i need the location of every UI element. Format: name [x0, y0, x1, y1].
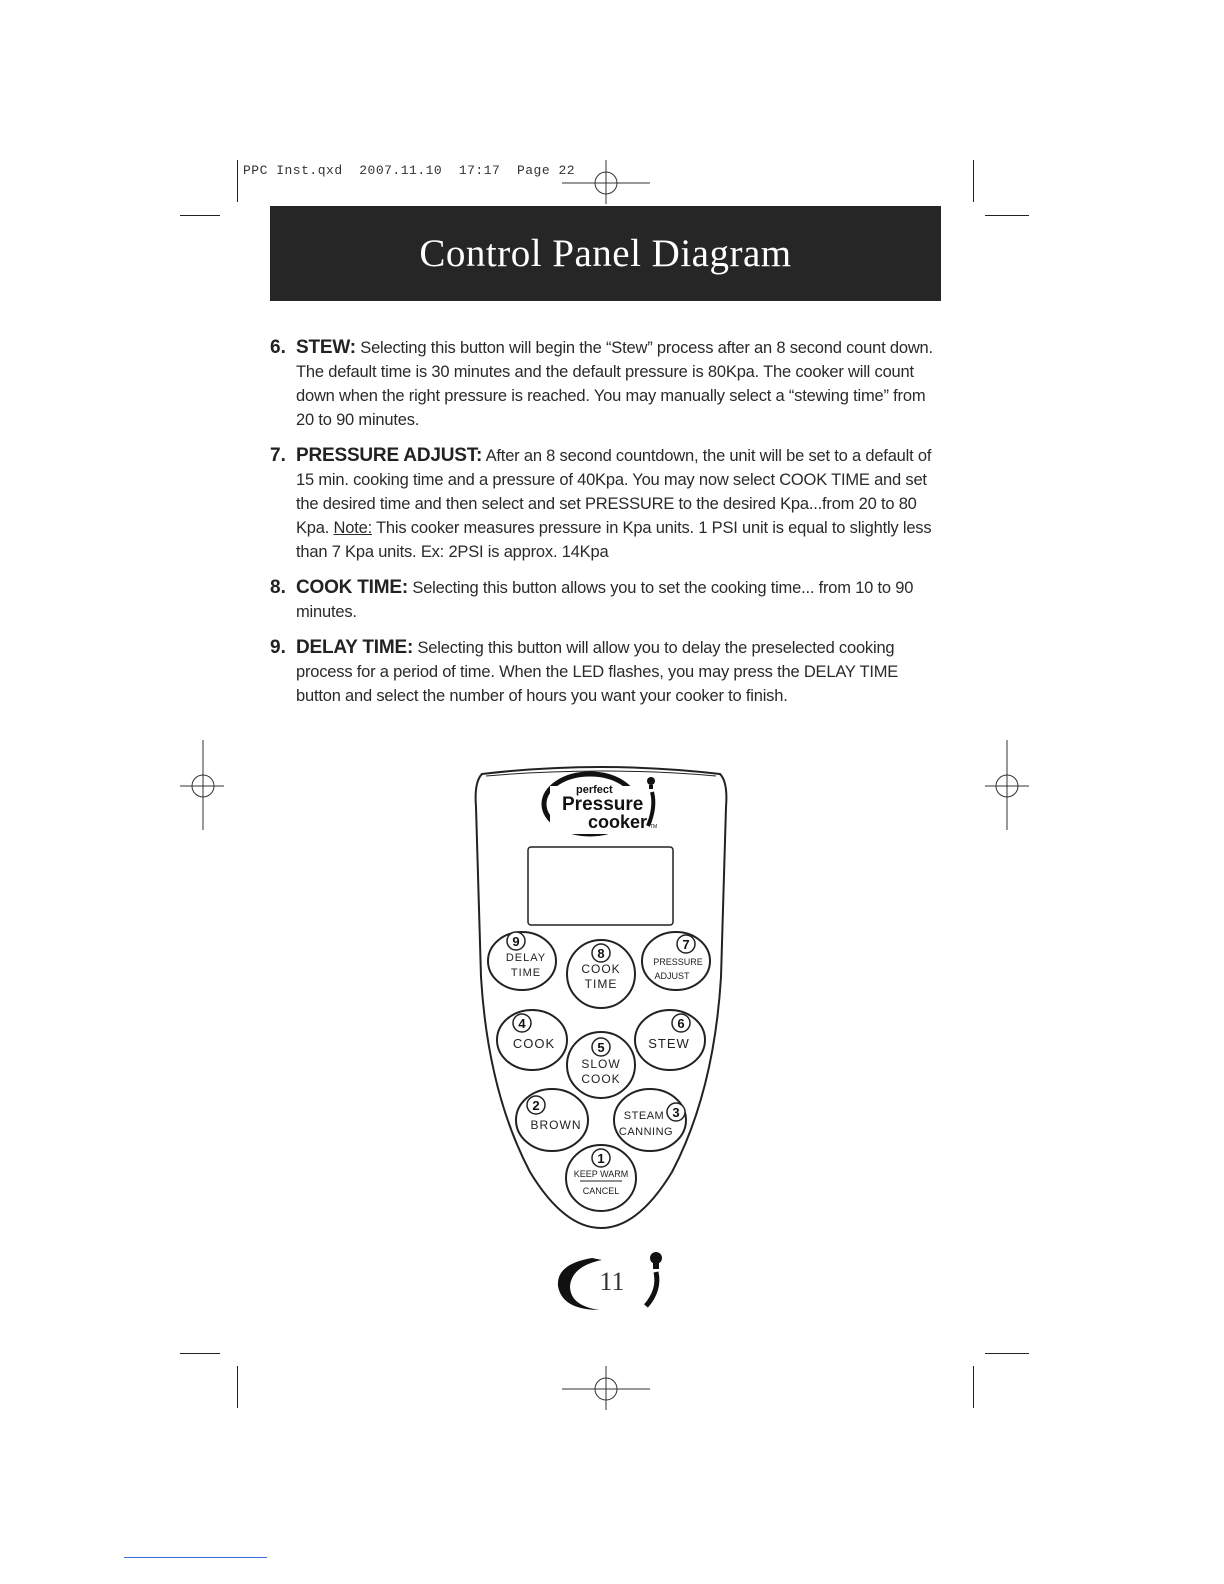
- button-number: 1: [597, 1151, 605, 1166]
- page-title: Control Panel Diagram: [419, 232, 792, 275]
- button-label: BROWN: [530, 1118, 582, 1132]
- item-term: COOK TIME:: [296, 577, 408, 598]
- button-number: 5: [597, 1040, 605, 1055]
- item-text: Selecting this button will allow you to delay the preselected cooking process for a period of time. When the LED flashes, you may press the DELAY TIME button and select the number of hours you want your cooker to finish.: [296, 639, 899, 705]
- registration-mark-bottom: [560, 1366, 652, 1412]
- crop-mark: [973, 1366, 974, 1408]
- button-label: COOK: [581, 1072, 621, 1086]
- item-body: [296, 576, 946, 624]
- steam-canning-button[interactable]: [614, 1089, 686, 1151]
- button-number: 6: [677, 1016, 685, 1031]
- page-number: 11: [599, 1267, 625, 1296]
- button-label: STEW: [648, 1036, 690, 1051]
- list-item: [270, 444, 950, 564]
- lcd-display: [528, 847, 673, 925]
- note-label: Note:: [333, 519, 372, 537]
- slow-cook-button[interactable]: [567, 1032, 635, 1098]
- button-label: DELAY: [505, 952, 547, 964]
- cook-button[interactable]: [497, 1010, 567, 1070]
- button-label: SLOW: [581, 1057, 621, 1071]
- button-number: 9: [512, 934, 520, 949]
- button-number: 8: [597, 946, 605, 961]
- logo-tm: TM: [650, 824, 658, 830]
- logo-line3: cooker: [588, 812, 648, 832]
- button-label: TIME: [584, 977, 618, 991]
- item-text: Selecting this button will begin the “Stew” process after an 8 second count down. The default time is 30 minutes and the default pressure is 80Kpa. The cooker will count down when the right pressure is reached. You may manually select a “stewing time” from 20 to 90 minutes.: [296, 339, 933, 429]
- item-number: 8.: [270, 577, 286, 598]
- list-item: [270, 636, 950, 708]
- instruction-list: [270, 336, 950, 720]
- footer-rule: [124, 1557, 267, 1558]
- keep-warm-cancel-button[interactable]: [566, 1145, 636, 1211]
- button-number: 3: [672, 1105, 680, 1120]
- button-label: STEAM: [623, 1110, 665, 1122]
- item-text: After an 8 second countdown, the unit will be set to a default of 15 min. cooking time and a pressure of 40Kpa. You may now select COOK TIME and set the desired time and then select and set PRESSURE to the desired Kpa...from 20 to 80 Kpa.: [296, 447, 932, 537]
- button-label: ADJUST: [654, 971, 690, 981]
- button-number: 2: [532, 1098, 540, 1113]
- crop-mark: [180, 215, 220, 216]
- registration-mark-left: [180, 740, 226, 832]
- crop-mark: [985, 1353, 1029, 1354]
- item-number: 9.: [270, 637, 286, 658]
- note-text: This cooker measures pressure in Kpa units. 1 PSI unit is equal to slightly less than 7 Kpa units. Ex: 2PSI is approx. 14Kpa: [296, 519, 932, 561]
- button-label: COOK: [512, 1036, 556, 1051]
- button-label: PRESSURE: [653, 957, 703, 967]
- brand-logo: [544, 774, 657, 834]
- button-label: COOK: [581, 962, 621, 976]
- item-text: Selecting this button allows you to set the cooking time... from 10 to 90 minutes.: [296, 579, 914, 621]
- crop-mark: [985, 215, 1029, 216]
- pressure-adjust-button[interactable]: [642, 932, 710, 990]
- item-term: DELAY TIME:: [296, 637, 414, 658]
- item-term: PRESSURE ADJUST:: [296, 445, 483, 466]
- logo-line1: perfect: [576, 784, 613, 796]
- stew-button[interactable]: [635, 1010, 705, 1070]
- item-number: 7.: [270, 445, 286, 466]
- crop-mark: [237, 1366, 238, 1408]
- list-item: [270, 576, 950, 624]
- button-label: CANNING: [618, 1126, 674, 1138]
- logo-line2: Pressure: [562, 794, 644, 815]
- delay-time-button[interactable]: [488, 932, 556, 990]
- list-item: [270, 336, 950, 432]
- title-banner: [270, 206, 941, 301]
- crop-mark: [180, 1353, 220, 1354]
- button-number: 4: [518, 1016, 526, 1031]
- brown-button[interactable]: [516, 1089, 588, 1151]
- item-body: [296, 636, 946, 708]
- button-label: TIME: [510, 967, 542, 979]
- item-body: [296, 444, 946, 564]
- button-label: CANCEL: [582, 1186, 620, 1196]
- registration-mark-right: [985, 740, 1031, 832]
- item-body: [296, 336, 946, 432]
- page-number-logo: [550, 1250, 670, 1320]
- item-term: STEW:: [296, 337, 356, 358]
- control-panel-diagram: [470, 762, 732, 1232]
- chef-icon: [646, 1252, 662, 1306]
- swoosh-icon: [558, 1258, 602, 1310]
- file-slug: PPC Inst.qxd 2007.11.10 17:17 Page 22: [243, 163, 576, 178]
- button-number: 7: [682, 937, 690, 952]
- cook-time-button[interactable]: [567, 940, 635, 1008]
- button-label: KEEP WARM: [573, 1169, 629, 1179]
- crop-mark: [237, 160, 238, 202]
- item-number: 6.: [270, 337, 286, 358]
- crop-mark: [973, 160, 974, 202]
